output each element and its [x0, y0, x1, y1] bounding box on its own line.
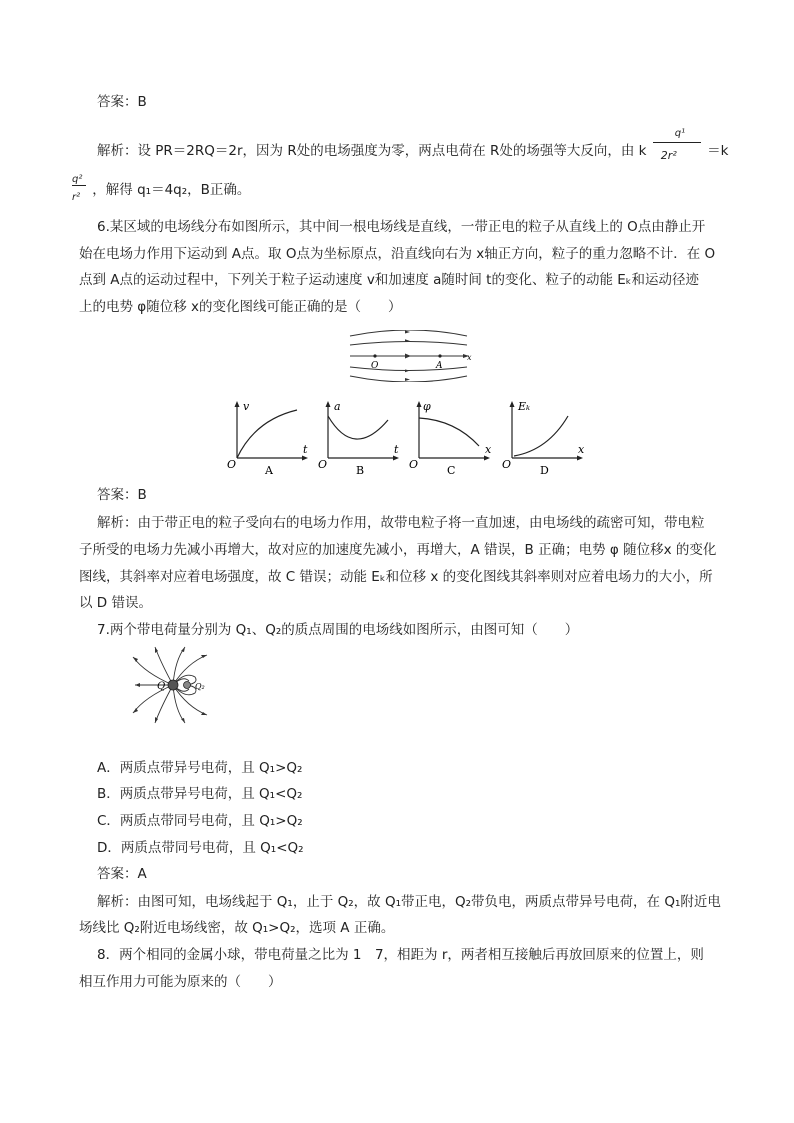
q5-analysis-line2	[72, 176, 250, 204]
q6-graph-d	[500, 398, 595, 476]
graph-a-xlabel: t	[303, 443, 308, 456]
graph-d-xlabel: x	[578, 443, 585, 456]
q5-analysis-text: 解析：设 PR＝2RQ＝2r，因为 R处的电场强度为零，两点电荷在 R处的场强等大反向，由 k	[97, 143, 647, 159]
q7-field-lines-figure	[125, 645, 230, 725]
q6-field-lines-figure	[345, 330, 475, 382]
q7-answer: 答案：A	[97, 866, 147, 882]
q7-option-c: C．两质点带同号电荷，且 Q₁>Q₂	[97, 813, 303, 829]
q5-analysis-result: ，解得 q₁＝4q₂，B正确。	[92, 182, 251, 198]
q7-option-b: B．两质点带异号电荷，且 Q₁<Q₂	[97, 786, 303, 802]
fraction-numerator: q²	[72, 174, 83, 185]
q6-analysis-line2: 子所受的电场力先减小再增大，故对应的加速度先减小，再增大，A 错误，B 正确；电势 φ 随位移x 的变化	[79, 542, 717, 558]
q7-label-q1: Q	[157, 681, 166, 692]
graph-c-origin: O	[409, 458, 419, 471]
field-label-o: O	[371, 361, 379, 371]
fraction-denominator: r²	[72, 192, 81, 203]
fraction-q1-over-2r2	[653, 128, 701, 168]
graph-b-xlabel: t	[394, 443, 399, 456]
q6-graph-b	[316, 398, 411, 476]
q6-analysis-line4: 以 D 错误。	[79, 595, 152, 611]
field-label-a: A	[436, 361, 443, 371]
q5-analysis-line1	[97, 128, 729, 168]
q6-stem-line3: 点到 A点的运动过程中，下列关于粒子运动速度 v和加速度 a随时间 t的变化、粒子的动能 Eₖ和运动径迹	[79, 272, 700, 288]
q7-option-d: D．两质点带同号电荷，且 Q₁<Q₂	[97, 840, 304, 856]
q6-graph-a	[225, 398, 320, 476]
graph-a-origin: O	[227, 458, 237, 471]
q6-stem-line1: 6.某区域的电场线分布如图所示，其中间一根电场线是直线，一带正电的粒子从直线上的 O点由静止开	[97, 219, 706, 235]
graph-b-ylabel: a	[334, 400, 341, 413]
q7-analysis-line1: 解析：由图可知，电场线起于 Q₁，止于 Q₂，故 Q₁带正电，Q₂带负电，两质点带异号电荷，在 Q₁附近电	[97, 894, 721, 910]
fraction-numerator: q¹	[674, 128, 686, 139]
graph-d-label: D	[540, 464, 549, 476]
graph-c-ylabel: φ	[423, 400, 431, 413]
q6-analysis-line3: 图线，其斜率对应着电场强度，故 C 错误；动能 Eₖ和位移 x 的变化图线其斜率则对应着电场力的大小，所	[79, 569, 713, 585]
graph-d-origin: O	[502, 458, 512, 471]
fraction-bar	[653, 142, 701, 143]
q6-stem-line2: 始在电场力作用下运动到 A点。取 O点为坐标原点，沿直线向右为 x轴正方向，粒子的重力忽略不计．在 O	[79, 246, 716, 262]
fraction-bar	[72, 185, 86, 186]
q7-analysis-line2: 场线比 Q₂附近电场线密，故 Q₁>Q₂，选项 A 正确。	[79, 920, 395, 936]
fraction-denominator: 2r²	[660, 149, 677, 162]
q8-stem-line2: 相互作用力可能为原来的（ ）	[79, 974, 282, 990]
q5-answer: 答案：B	[97, 94, 147, 110]
field-label-x: x	[467, 353, 472, 362]
graph-a-label: A	[265, 464, 273, 476]
q8-stem-line1: 8．两个相同的金属小球，带电荷量之比为 1 7，相距为 r，两者相互接触后再放回原来的位置上，则	[97, 947, 704, 963]
q6-answer: 答案：B	[97, 487, 147, 503]
q5-eq-k: ＝k	[707, 143, 729, 159]
q6-analysis-line1: 解析：由于带正电的粒子受向右的电场力作用，故带电粒子将一直加速，由电场线的疏密可知，带电粒	[97, 515, 705, 531]
q6-stem-line4: 上的电势 φ随位移 x的变化图线可能正确的是（ ）	[79, 299, 402, 315]
graph-d-ylabel: Eₖ	[518, 400, 531, 413]
graph-c-xlabel: x	[485, 443, 492, 456]
graph-a-ylabel: v	[243, 400, 250, 413]
q7-label-q2: Q₂	[195, 682, 205, 691]
q6-graph-c	[407, 398, 502, 476]
q7-stem: 7.两个带电荷量分别为 Q₁、Q₂的质点周围的电场线如图所示，由图可知（ ）	[97, 622, 579, 638]
fraction-q2-over-r2	[72, 176, 86, 204]
graph-c-label: C	[447, 464, 456, 476]
q7-option-a: A．两质点带异号电荷，且 Q₁>Q₂	[97, 760, 303, 776]
graph-b-origin: O	[318, 458, 328, 471]
graph-b-label: B	[356, 464, 365, 476]
